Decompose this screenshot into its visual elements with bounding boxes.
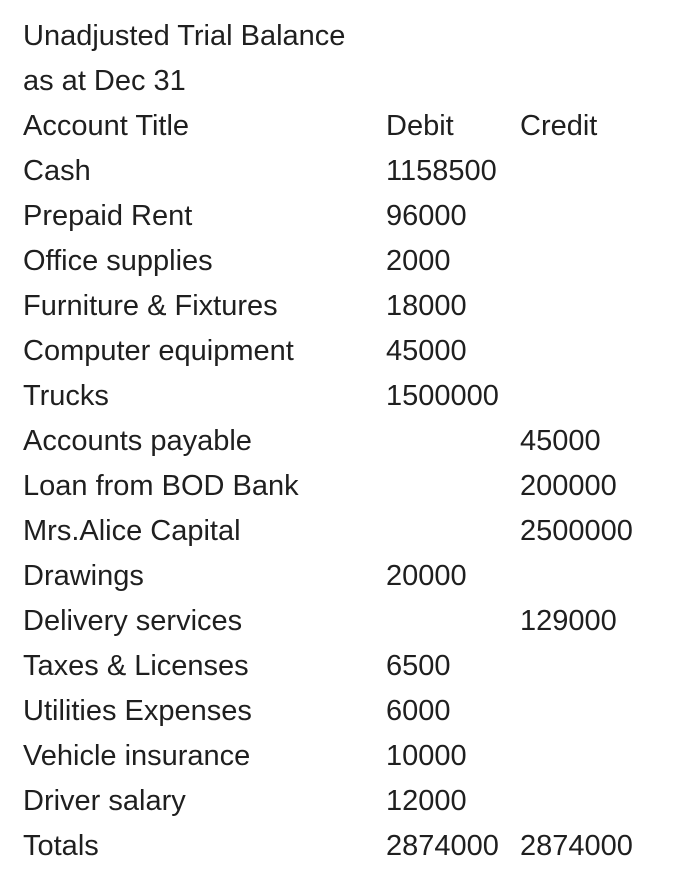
debit-cell: 2000 [386,245,451,277]
document-date: as at Dec 31 [23,65,186,97]
debit-cell: 18000 [386,290,467,322]
debit-cell: 1500000 [386,380,499,412]
account-title-cell: Drawings [23,560,144,592]
debit-cell: 96000 [386,200,467,232]
account-title-cell: Trucks [23,380,109,412]
table-row [23,464,683,509]
credit-cell: 45000 [520,425,601,457]
debit-cell: 6000 [386,695,451,727]
table-row [23,329,683,374]
debit-cell: 12000 [386,785,467,817]
account-title-cell: Prepaid Rent [23,200,193,232]
table-row [23,284,683,329]
trial-balance-document [23,14,683,869]
totals-debit: 2874000 [386,830,499,862]
debit-header: Debit [386,110,454,142]
table-row [23,239,683,284]
account-title-cell: Taxes & Licenses [23,650,249,682]
debit-cell: 1158500 [386,155,497,187]
account-title-cell: Computer equipment [23,335,294,367]
debit-cell: 6500 [386,650,451,682]
account-rows [23,149,683,824]
table-row [23,554,683,599]
column-header-row [23,104,683,149]
totals-row [23,824,683,869]
table-row [23,599,683,644]
table-row [23,689,683,734]
debit-cell: 20000 [386,560,467,592]
debit-cell: 45000 [386,335,467,367]
table-row [23,734,683,779]
table-row [23,509,683,554]
account-title-cell: Loan from BOD Bank [23,470,299,502]
account-title-header: Account Title [23,110,190,142]
account-title-cell: Driver salary [23,785,186,817]
debit-cell: 10000 [386,740,467,772]
credit-cell: 200000 [520,470,617,502]
table-row [23,779,683,824]
account-title-cell: Accounts payable [23,425,252,457]
account-title-cell: Mrs.Alice Capital [23,515,241,547]
table-row [23,194,683,239]
totals-credit: 2874000 [520,830,633,862]
credit-cell: 2500000 [520,515,633,547]
document-title: Unadjusted Trial Balance [23,20,346,52]
table-row [23,419,683,464]
account-title-cell: Utilities Expenses [23,695,252,727]
totals-label: Totals [23,830,99,862]
account-title-cell: Furniture & Fixtures [23,290,278,322]
account-title-cell: Office supplies [23,245,213,277]
table-row [23,374,683,419]
account-title-cell: Cash [23,155,91,187]
table-row [23,644,683,689]
account-title-cell: Vehicle insurance [23,740,251,772]
table-row [23,149,683,194]
credit-header: Credit [520,110,598,142]
credit-cell: 129000 [520,605,617,637]
account-title-cell: Delivery services [23,605,243,637]
